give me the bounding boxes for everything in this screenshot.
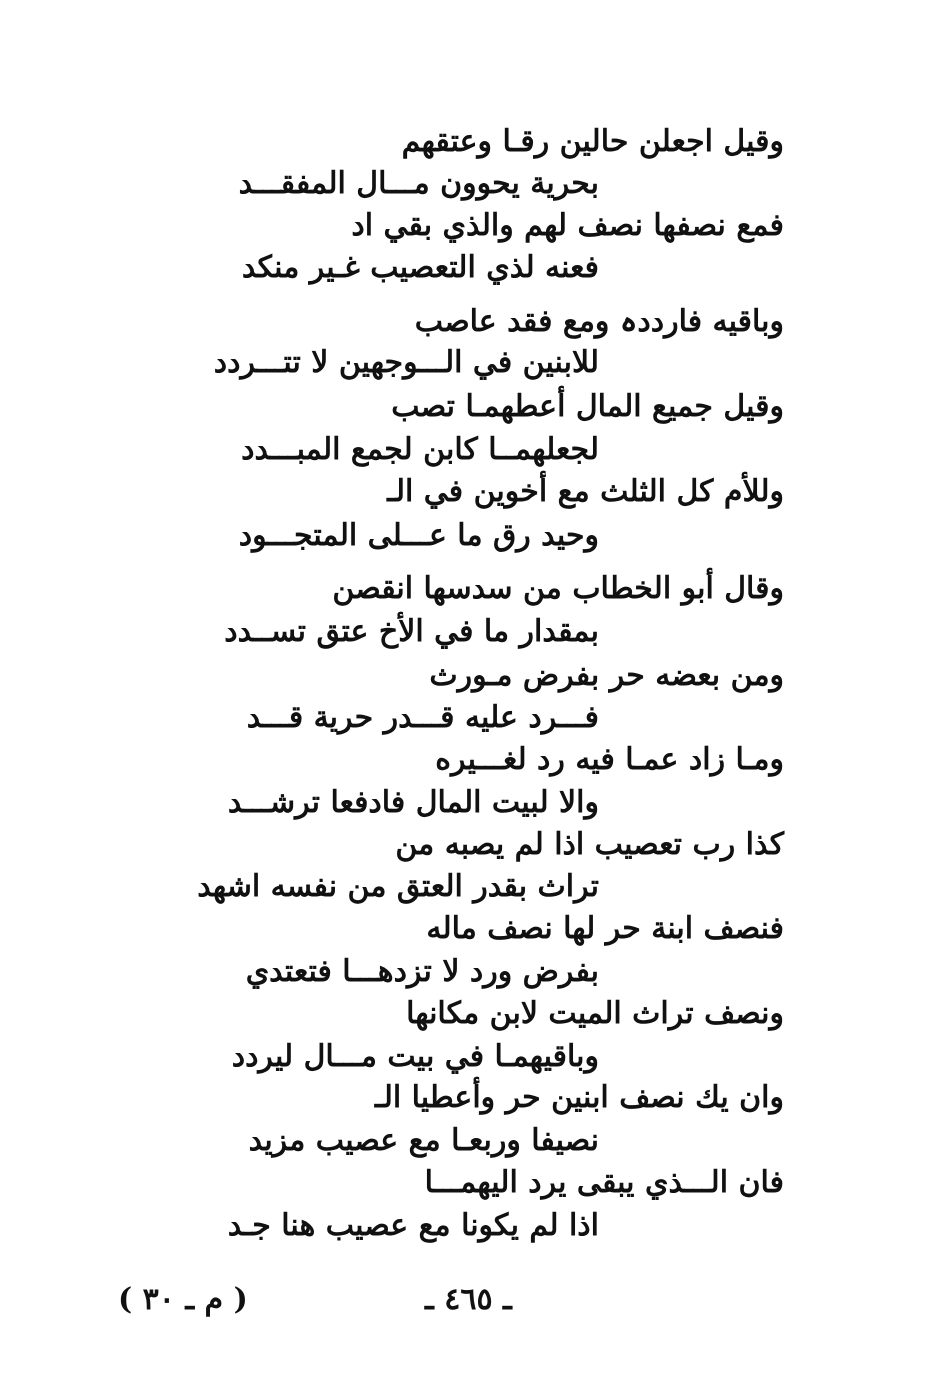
poem-line: كذا رب تعصيب اذا لم يصبه من <box>395 827 784 862</box>
poem-line: تراث بقدر العتق من نفسه اشهد <box>197 869 599 904</box>
poem-line: وباقيهمـا في بيت مـــال ليردد <box>231 1039 599 1074</box>
poem-line: بحرية يحوون مـــال المفقـــد <box>238 166 599 201</box>
poem-line: لجعلهمــا كابن لجمع المبـــدد <box>241 432 599 467</box>
page-number: ـ ٤٦٥ ـ <box>425 1282 512 1317</box>
poem-line: اذا لم يكونا مع عصيب هنا جـد <box>227 1208 599 1243</box>
poem-line: وحيد رق ما عـــلى المتجـــود <box>238 518 599 553</box>
poem-line: فنصف ابنة حر لها نصف ماله <box>426 911 784 946</box>
poem-line: فـــرد عليه قـــدر حرية قـــد <box>246 700 599 735</box>
poem-line: وقيل اجعلن حالين رقـا وعتقهم <box>401 124 784 159</box>
poem-line: ومن بعضه حر بفرض مـورث <box>429 658 784 693</box>
poem-line: فمع نصفها نصف لهم والذي بقي اد <box>351 208 784 243</box>
signature-mark: ( م ـ ٣٠ ) <box>118 1282 248 1317</box>
poem-line: وقيل جميع المال أعطهمـا تصب <box>391 389 784 424</box>
poem-line: وللأم كل الثلث مع أخوين في الـ <box>387 474 784 509</box>
poem-line: ونصف تراث الميت لابن مكانها <box>406 996 784 1031</box>
poem-line: وان يك نصف ابنين حر وأعطيا الـ <box>374 1080 784 1115</box>
poem-line: وباقيه فارددہ ومع فقد عاصب <box>414 304 784 339</box>
poem-line: ومـا زاد عمـا فيه رد لغـــيره <box>435 742 784 777</box>
poem-line: بفرض ورد لا تزدهـــا فتعتدي <box>245 954 599 989</box>
poem-line: بمقدار ما في الأخ عتق تســدد <box>224 614 599 649</box>
poem-line: وقال أبو الخطاب من سدسها انقصن <box>332 571 784 606</box>
poem-line: فعنه لذي التعصيب غـير منكد <box>241 250 599 285</box>
poem-line: نصيفا وربعـا مع عصيب مزيد <box>248 1123 599 1158</box>
poem-line: فان الـــذي يبقى يرد اليهمـــا <box>424 1165 784 1200</box>
poem-line: للابنين في الـــوجهين لا تتـــردد <box>213 345 599 380</box>
poem-line: والا لبيت المال فادفعا ترشـــد <box>227 785 599 820</box>
